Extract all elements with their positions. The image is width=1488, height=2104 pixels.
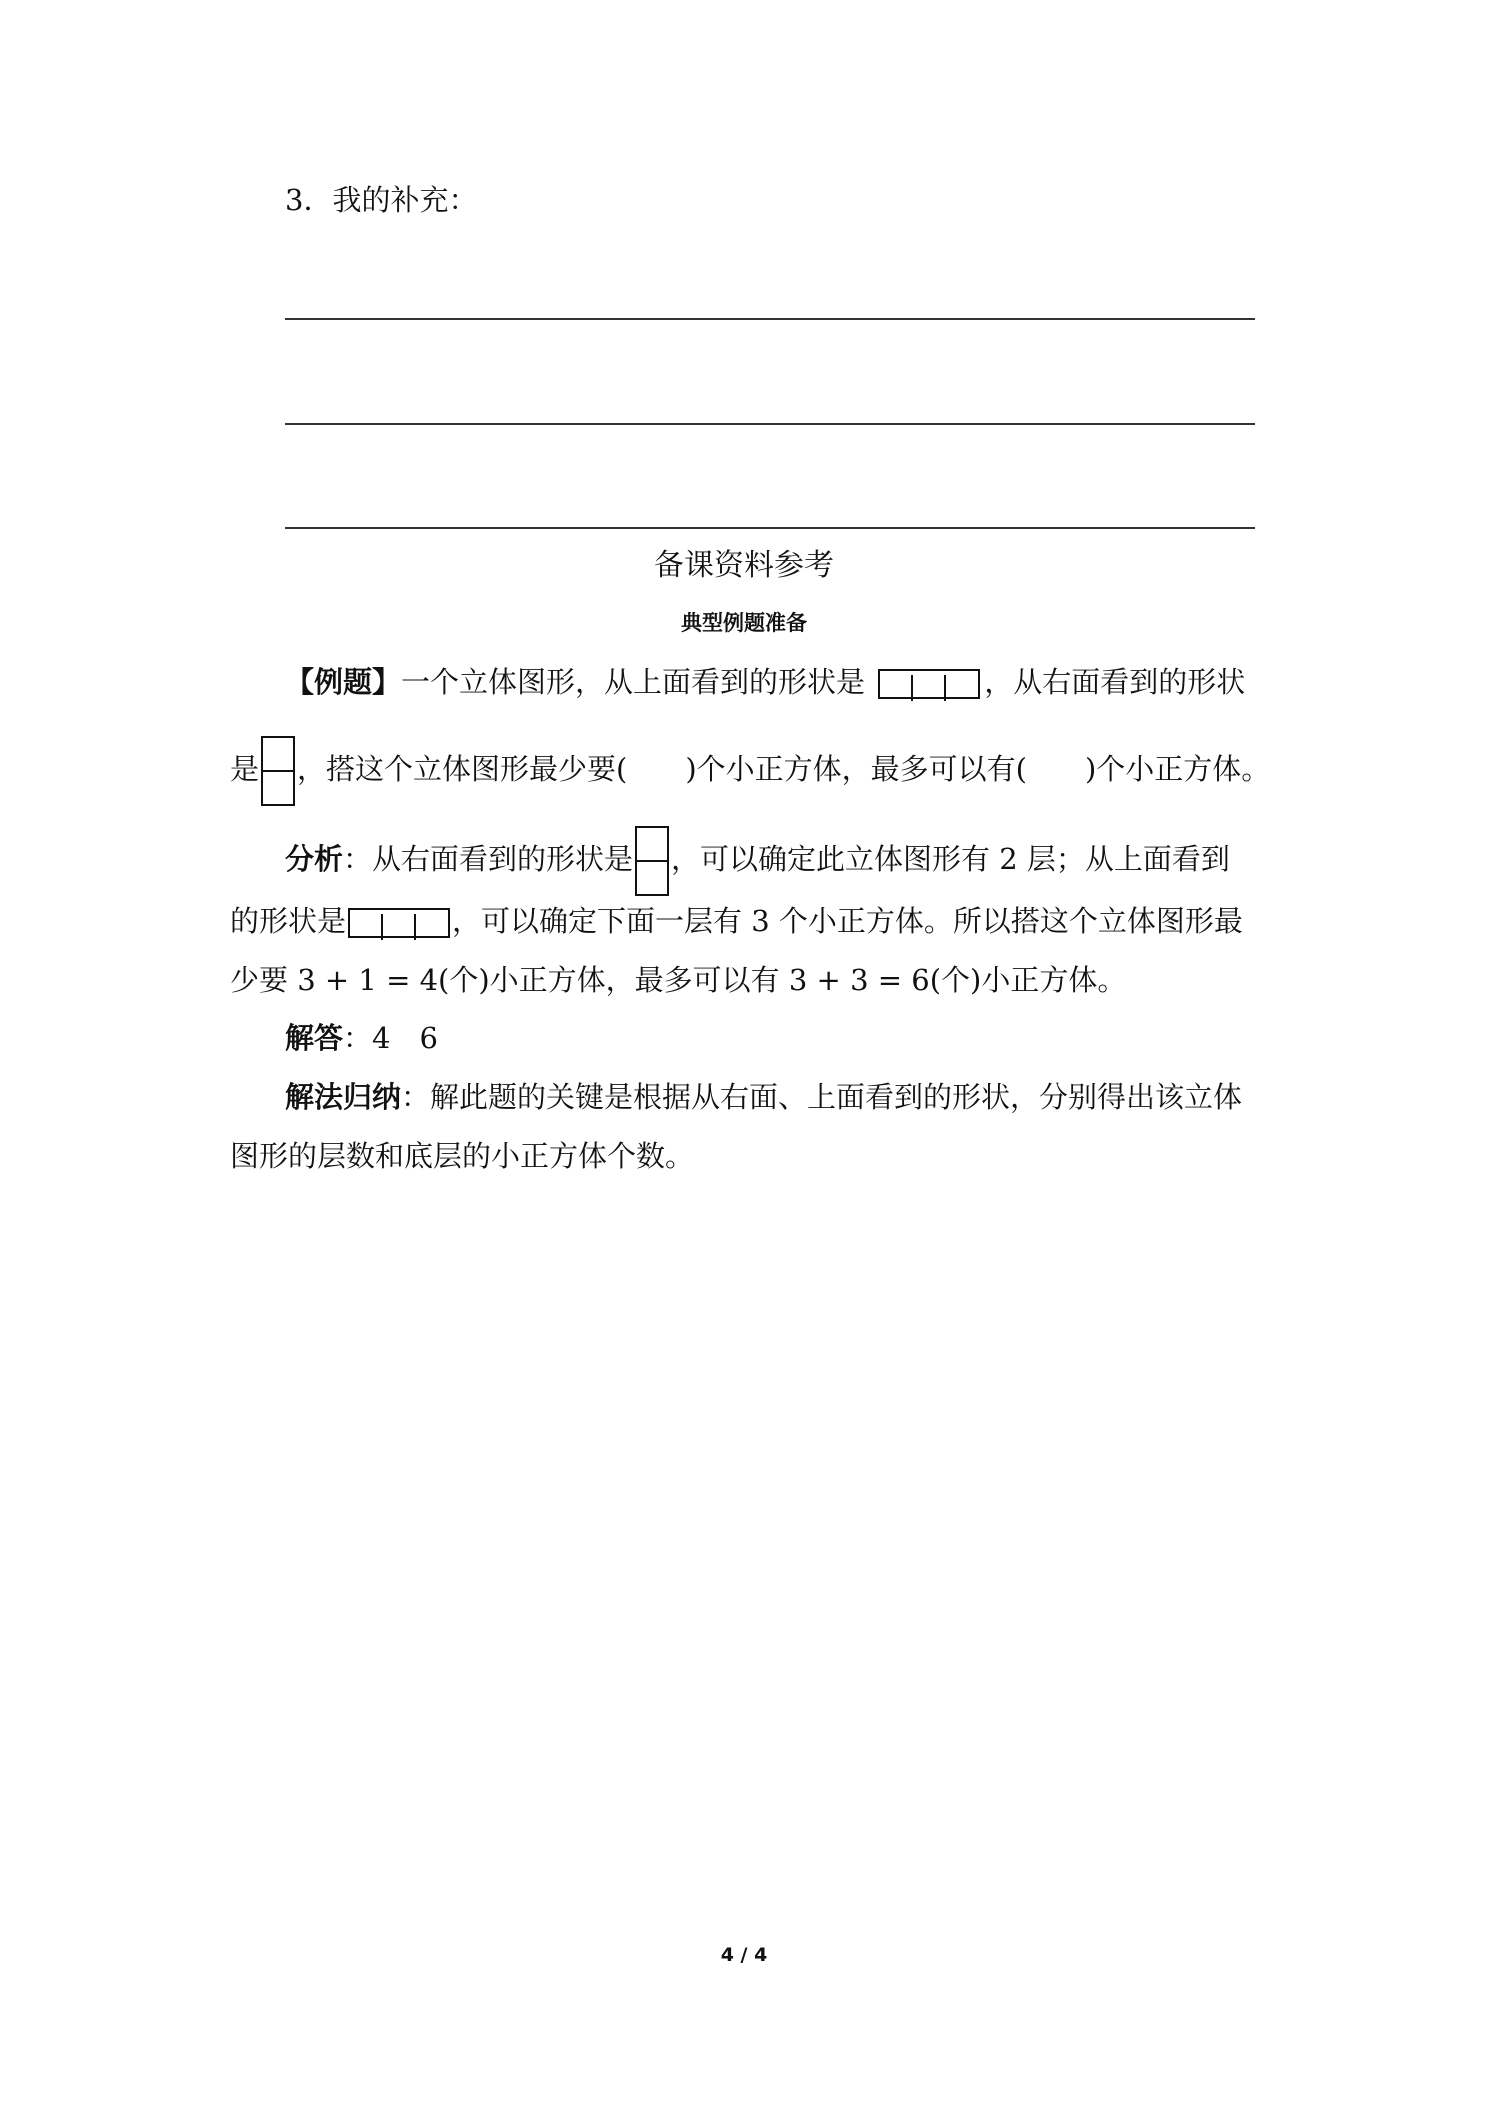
- analysis-label: 分析: [285, 842, 344, 876]
- answer-label: 解答: [285, 1021, 344, 1055]
- section-subtitle: 典型例题准备: [681, 611, 807, 635]
- analysis-right-view-figure: [635, 826, 669, 896]
- answer-blank-line-2: [285, 423, 1255, 425]
- answer-text: ：4 6: [343, 1021, 438, 1055]
- example-line1-tail: ，从右面看到的形状: [984, 665, 1246, 699]
- answer-line: [285, 1018, 438, 1058]
- supplement-label: 3．我的补充：: [285, 183, 478, 217]
- section-title: 备课资料参考: [654, 548, 834, 583]
- example-line2-text: ，搭这个立体图形最少要( )个小正方体，最多可以有( )个小正方体。: [297, 752, 1271, 786]
- right-view-figure: [261, 736, 295, 806]
- analysis-line1-b: ，可以确定此立体图形有 2 层；从上面看到: [671, 842, 1230, 876]
- example-line2-head: 是: [230, 752, 260, 786]
- analysis-line2-a: 的形状是: [230, 904, 347, 938]
- method-label: 解法归纳: [285, 1080, 402, 1114]
- analysis-line-2: [230, 901, 1243, 941]
- method-line1: ：解此题的关键是根据从右面、上面看到的形状，分别得出该立体: [401, 1080, 1243, 1114]
- top-view-figure: [878, 669, 980, 699]
- method-line-1: [285, 1077, 1242, 1117]
- analysis-line2-b: ，可以确定下面一层有 3 个小正方体。所以搭这个立体图形最: [452, 904, 1243, 938]
- analysis-line1-a: ：从右面看到的形状是: [343, 842, 634, 876]
- method-line-2: 图形的层数和底层的小正方体个数。: [230, 1139, 695, 1173]
- page-number: 4 / 4: [720, 1944, 768, 1966]
- analysis-line-1: [285, 826, 1230, 896]
- answer-blank-line-1: [285, 318, 1255, 320]
- example-line-1: [285, 662, 1245, 702]
- example-line-2: [230, 736, 1270, 806]
- example-tag: 【例题】: [285, 665, 402, 699]
- answer-blank-line-3: [285, 527, 1255, 529]
- example-line1-text: 一个立体图形，从上面看到的形状是: [401, 665, 866, 699]
- analysis-top-view-figure: [348, 908, 450, 938]
- analysis-line-3: 少要 3 + 1 = 4(个)小正方体，最多可以有 3 + 3 = 6(个)小正方体。: [230, 963, 1127, 997]
